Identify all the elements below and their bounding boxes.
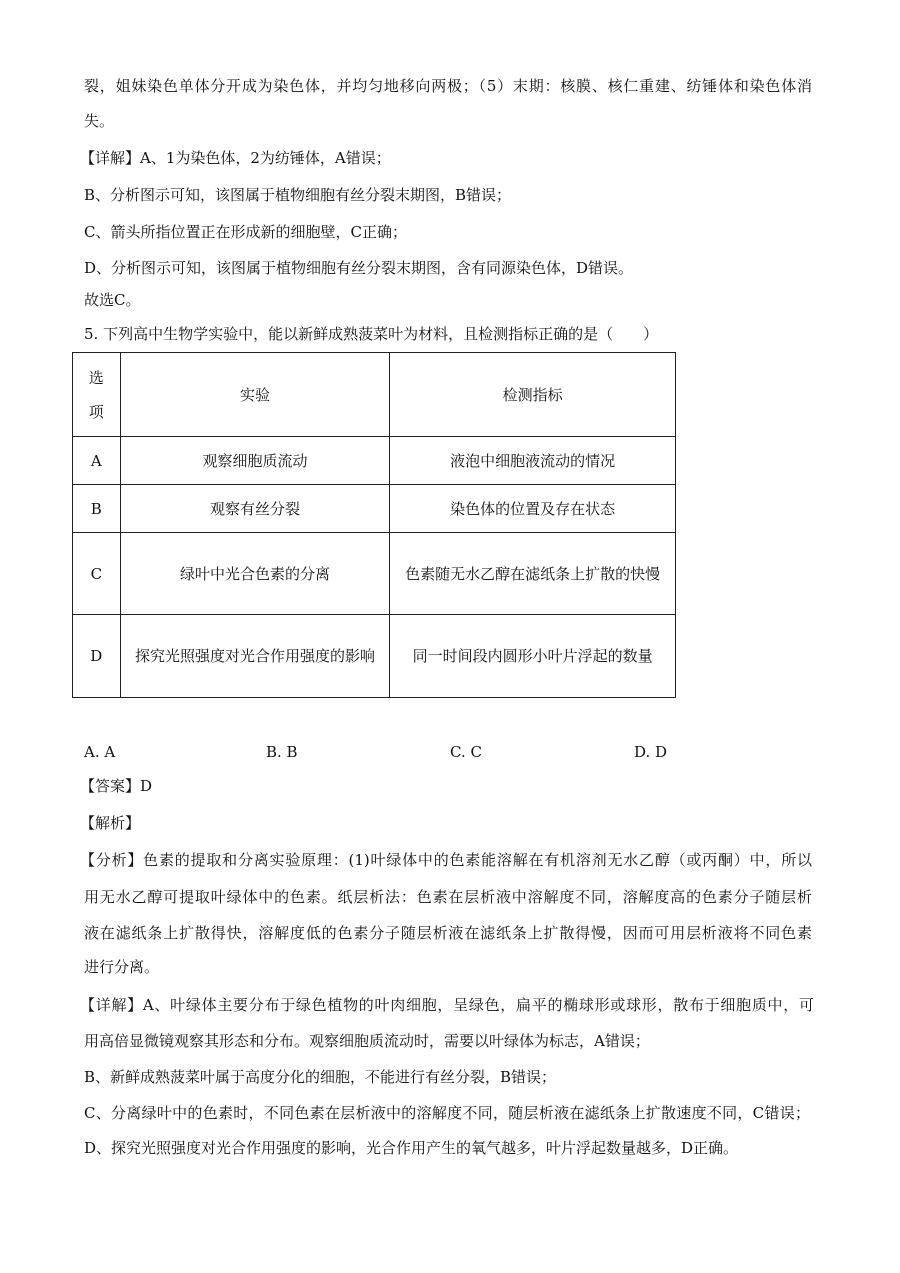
text-line: B、新鲜成熟菠菜叶属于高度分化的细胞，不能进行有丝分裂，B错误； <box>84 1068 557 1086</box>
cell: 染色体的位置及存在状态 <box>390 485 676 533</box>
header-experiment: 实验 <box>120 353 390 437</box>
text-line: D、探究光照强度对光合作用强度的影响，光合作用产生的氧气越多，叶片浮起数量越多，D正确。 <box>84 1139 739 1157</box>
text-line: B、分析图示可知，该图属于植物细胞有丝分裂末期图，B错误； <box>84 186 512 204</box>
text-line: 【详解】A、叶绿体主要分布于绿色植物的叶肉细胞，呈绿色，扁平的椭球形或球形，散布于细胞质中，可 <box>80 996 814 1014</box>
cell: 探究光照强度对光合作用强度的影响 <box>120 615 390 698</box>
text-line: D、分析图示可知，该图属于植物细胞有丝分裂末期图，含有同源染色体，D错误。 <box>84 259 634 277</box>
text-line: 液在滤纸条上扩散得快，溶解度低的色素分子随层析液在滤纸条上扩散得慢，因而可用层析液将不同色素 <box>84 924 812 942</box>
text-line: 进行分离。 <box>84 958 160 976</box>
cell: 观察细胞质流动 <box>120 437 390 485</box>
cell: A <box>73 437 121 485</box>
option-b: B. B <box>266 743 298 761</box>
text-line: C、分离绿叶中的色素时，不同色素在层析液中的溶解度不同，随层析液在滤纸条上扩散速度不同，C错误； <box>84 1104 810 1122</box>
table-row <box>73 533 676 615</box>
table-row <box>73 615 676 698</box>
header-indicator: 检测指标 <box>390 353 676 437</box>
experiment-table <box>72 352 676 698</box>
text-line: 【分析】色素的提取和分离实验原理：(1)叶绿体中的色素能溶解在有机溶剂无水乙醇（或丙酮）中，所以 <box>80 851 812 869</box>
option-d: D. D <box>634 743 668 761</box>
text-line: 用高倍显微镜观察其形态和分布。观察细胞质流动时，需要以叶绿体为标志，A错误； <box>84 1032 650 1050</box>
option-a: A. A <box>84 743 116 761</box>
text-line: 故选C。 <box>84 291 141 309</box>
text-line: 失。 <box>84 112 115 130</box>
cell: 绿叶中光合色素的分离 <box>120 533 390 615</box>
text-line: C、箭头所指位置正在形成新的细胞壁，C正确； <box>84 223 407 241</box>
header-option: 选项 <box>73 353 121 437</box>
cell: 液泡中细胞液流动的情况 <box>390 437 676 485</box>
cell: D <box>73 615 121 698</box>
text-line: 用无水乙醇可提取叶绿体中的色素。纸层析法：色素在层析液中溶解度不同，溶解度高的色素分子随层析 <box>84 888 812 906</box>
table-header-row <box>73 353 676 437</box>
table-row <box>73 485 676 533</box>
cell: C <box>73 533 121 615</box>
cell: 同一时间段内圆形小叶片浮起的数量 <box>390 615 676 698</box>
analysis-heading: 【解析】 <box>80 814 141 832</box>
cell: 观察有丝分裂 <box>120 485 390 533</box>
cell: 色素随无水乙醇在滤纸条上扩散的快慢 <box>390 533 676 615</box>
cell: B <box>73 485 121 533</box>
text-line: 【详解】A、1为染色体，2为纺锤体，A错误； <box>80 149 391 167</box>
answer-line: 【答案】D <box>80 777 153 795</box>
table-row <box>73 437 676 485</box>
option-c: C. C <box>450 743 482 761</box>
question-5-stem: 5. 下列高中生物学实验中，能以新鲜成熟菠菜叶为材料，且检测指标正确的是（ ） <box>84 325 659 343</box>
text-line: 裂，姐妹染色单体分开成为染色体，并均匀地移向两极；（5）末期：核膜、核仁重建、纺锤体和染色体消 <box>84 77 812 95</box>
